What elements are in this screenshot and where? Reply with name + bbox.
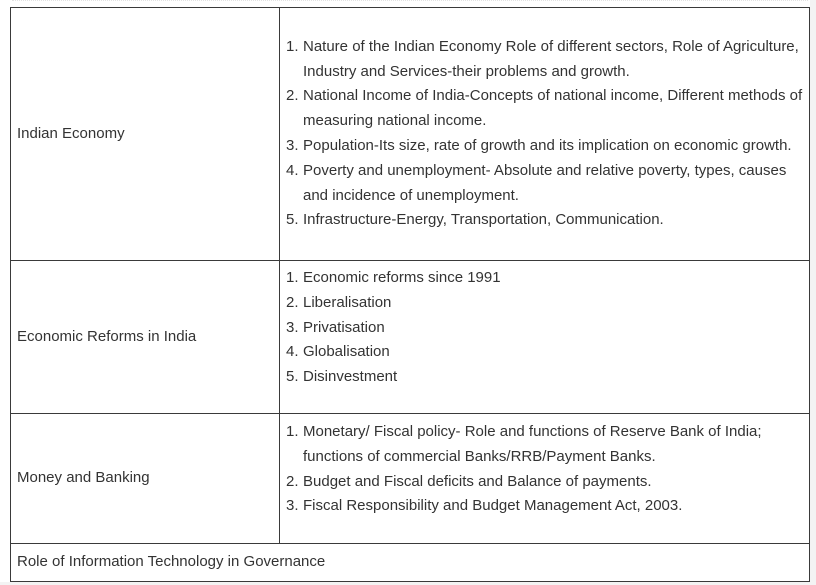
item-text: Monetary/ Fiscal policy- Role and functions of Reserve Bank of India; functions of commercial Banks/RRB/Payment Banks.: [303, 422, 762, 465]
item-text: Economic reforms since 1991: [303, 269, 501, 286]
subtopic-list: [286, 266, 803, 390]
subtopic-list: [286, 420, 803, 519]
subtopics-cell: [280, 261, 810, 414]
item-number: 1.: [286, 37, 299, 55]
table-row-money-banking: [11, 414, 810, 544]
subtopics-cell: [280, 8, 810, 261]
item-text: Liberalisation: [303, 293, 392, 311]
item-number: 4.: [286, 343, 299, 361]
item-text: Population-Its size, rate of growth and its implication on economic growth.: [303, 137, 792, 154]
topic-label: Money and Banking: [17, 469, 150, 487]
top-divider: [12, 0, 808, 3]
item-number: 1.: [286, 269, 299, 286]
list-item: [286, 291, 803, 316]
item-number: 3.: [286, 497, 299, 515]
item-number: 2.: [286, 293, 299, 311]
syllabus-table: [10, 7, 810, 582]
item-number: 5.: [286, 211, 299, 229]
list-item: [286, 470, 803, 495]
list-item: [286, 420, 803, 470]
item-number: 2.: [286, 87, 299, 105]
topic-label: Role of Information Technology in Governance: [17, 553, 326, 571]
topic-label: Economic Reforms in India: [17, 327, 197, 345]
table-row-indian-economy: [11, 8, 810, 261]
list-item: [286, 494, 803, 519]
item-text: Budget and Fiscal deficits and Balance of payments.: [303, 472, 652, 490]
topic-cell: [11, 261, 280, 414]
list-item: [286, 316, 803, 341]
item-text: Fiscal Responsibility and Budget Management Act, 2003.: [303, 497, 683, 515]
topic-cell-full-width: [11, 544, 810, 582]
topic-label: Indian Economy: [17, 124, 125, 142]
subtopics-cell: [280, 414, 810, 544]
subtopic-list: [286, 35, 803, 233]
item-text: National Income of India-Concepts of national income, Different methods of measuring national income.: [303, 87, 803, 130]
topic-cell: [11, 414, 280, 544]
list-item: [286, 208, 803, 233]
item-number: 1.: [286, 422, 299, 440]
table-row-economic-reforms: [11, 261, 810, 414]
item-text: Nature of the Indian Economy Role of different sectors, Role of Agriculture, Industry and Services-their problems and growth.: [303, 37, 799, 80]
item-number: 4.: [286, 161, 299, 179]
table-row-it-governance: [11, 544, 810, 582]
list-item: [286, 340, 803, 365]
item-text: Globalisation: [303, 343, 390, 361]
item-text: Poverty and unemployment- Absolute and relative poverty, types, causes and incidence of unemployment.: [303, 161, 787, 204]
list-item: [286, 159, 803, 209]
item-text: Disinvestment: [303, 368, 398, 386]
item-number: 5.: [286, 368, 299, 386]
item-text: Infrastructure-Energy, Transportation, Communication.: [303, 211, 664, 229]
item-number: 3.: [286, 318, 299, 336]
item-number: 3.: [286, 137, 299, 154]
right-gutter: [810, 0, 816, 585]
list-item: [286, 365, 803, 390]
list-item: [286, 35, 803, 85]
list-item: [286, 84, 803, 134]
item-text: Privatisation: [303, 318, 385, 336]
topic-cell: [11, 8, 280, 261]
list-item: [286, 134, 803, 159]
item-number: 2.: [286, 472, 299, 490]
list-item: [286, 266, 803, 291]
